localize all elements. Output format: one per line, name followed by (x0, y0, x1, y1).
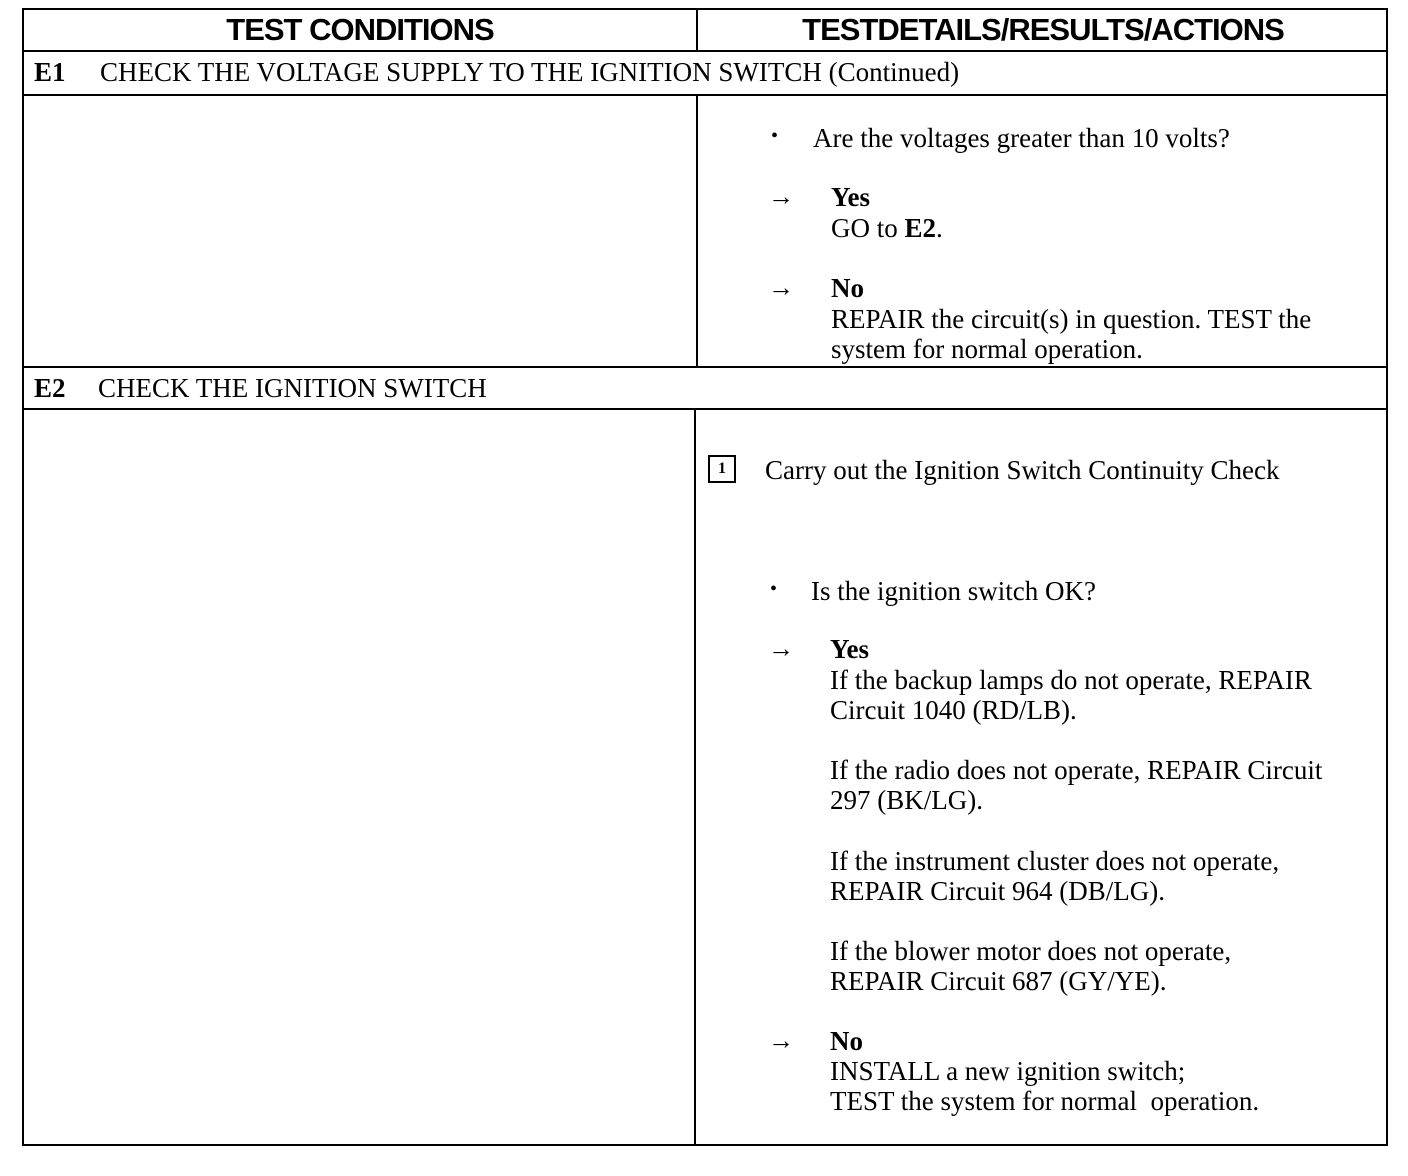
e2-yes-p4-line2: REPAIR Circuit 687 (GY/YE). (830, 966, 1167, 996)
e2-yes-p4-line1: If the blower motor does not operate, (830, 936, 1232, 966)
e2-step-text: Carry out the Ignition Switch Continuity Check (765, 455, 1280, 485)
step-e2-title-row (24, 368, 1386, 408)
arrow-right-icon: → (768, 634, 794, 663)
e2-no-line2: TEST the system for normal operation. (830, 1086, 1260, 1116)
e2-yes-p3-line2: REPAIR Circuit 964 (DB/LG). (830, 876, 1166, 906)
step-e1-id: E1 (34, 57, 66, 87)
e1-yes-action-ref: E2 (904, 213, 937, 243)
e2-no-label: No (830, 1026, 863, 1056)
step-e2-title: CHECK THE IGNITION SWITCH (98, 373, 487, 403)
e2-question: Is the ignition switch OK? (811, 576, 1096, 606)
diagnostic-table (22, 8, 1388, 1146)
e2-yes-p1-line2: Circuit 1040 (RD/LB). (830, 695, 1077, 725)
arrow-right-icon: → (768, 1026, 794, 1055)
header-test-conditions: TEST CONDITIONS (226, 12, 494, 47)
header-test-details: TESTDETAILS/RESULTS/ACTIONS (802, 12, 1284, 47)
step-e2-id: E2 (34, 373, 66, 403)
step-number-box: 1 (708, 455, 736, 483)
e1-title-rule (24, 94, 1386, 96)
e1-no-label: No (831, 273, 864, 303)
e2-yes-label: Yes (830, 634, 869, 664)
bullet-icon: • (770, 578, 778, 600)
e1-no-action-line1: REPAIR the circuit(s) in question. TEST the (831, 304, 1312, 334)
e1-column-divider (696, 96, 698, 366)
e1-no-action-line2: system for normal operation. (831, 334, 1143, 364)
arrow-right-icon: → (768, 273, 794, 302)
e1-yes-label: Yes (831, 182, 870, 212)
e1-yes-action-prefix: GO to (831, 213, 905, 243)
e1-yes-action-suffix: . (936, 213, 943, 243)
e2-yes-p3-line1: If the instrument cluster does not operate, (830, 846, 1280, 876)
e2-title-rule (24, 408, 1386, 410)
step-e1-title: CHECK THE VOLTAGE SUPPLY TO THE IGNITION SWITCH (Continued) (100, 57, 960, 87)
e2-no-line1: INSTALL a new ignition switch; (830, 1056, 1186, 1086)
e2-yes-p2-line1: If the radio does not operate, REPAIR Circuit (830, 755, 1323, 785)
e1-yes-action (831, 213, 943, 243)
e2-yes-p1-line1: If the backup lamps do not operate, REPAIR (830, 665, 1312, 695)
arrow-right-icon: → (768, 182, 794, 211)
header-divider (696, 10, 698, 50)
e2-yes-p2-line2: 297 (BK/LG). (830, 785, 983, 815)
step-e1-title-row (24, 52, 1386, 92)
e1-question: Are the voltages greater than 10 volts? (813, 123, 1230, 153)
e2-column-divider (694, 410, 696, 1144)
bullet-icon: • (771, 125, 779, 147)
